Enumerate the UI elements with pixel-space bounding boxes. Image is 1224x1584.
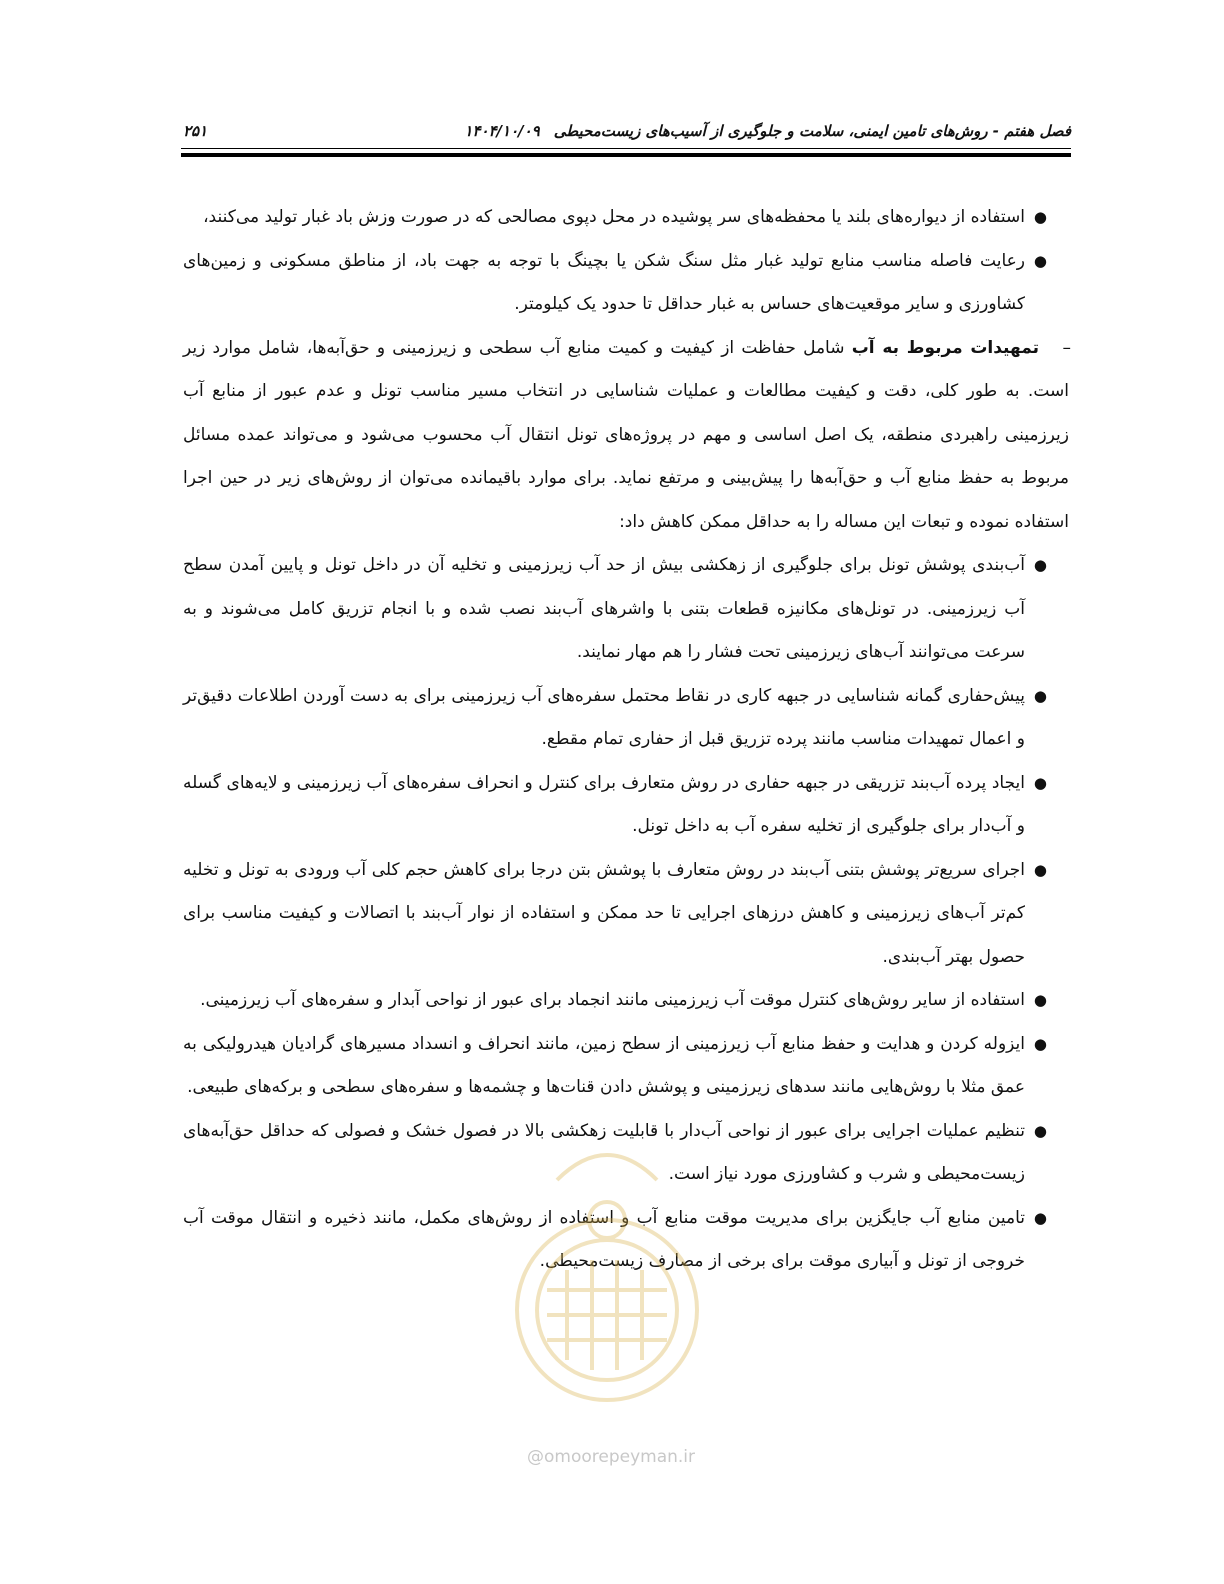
header-date: ۱۴۰۴/۱۰/۰۹ <box>464 122 540 140</box>
bullet-item: ● استفاده از دیواره‌های بلند یا محفظه‌های سر پوشیده در محل دپوی مصالحی که در صورت وزش باد غبار تولید می‌کنند، <box>183 196 1069 240</box>
header-rule-thick <box>181 153 1071 157</box>
bullet-icon: ● <box>1033 1208 1047 1227</box>
section-lead: تمهیدات مربوط به آب <box>851 337 1039 358</box>
bullet-icon: ● <box>1033 251 1047 270</box>
bullet-item: ● تنظیم عملیات اجرایی برای عبور از نواحی آب‌دار با قابلیت زهکشی بالا در فصول خشک و فصولی که حداقل حق‌آبه‌های زیست‌محیطی و شرب و کشاورزی مورد نیاز است. <box>183 1110 1069 1197</box>
header-rule-thin <box>181 148 1071 149</box>
bullet-icon: ● <box>1033 991 1047 1009</box>
watermark-url: @omoorepeyman.ir <box>526 1447 696 1467</box>
bullet-icon: ● <box>1033 1034 1047 1053</box>
bullet-icon: ● <box>1033 860 1047 879</box>
bullet-icon: ● <box>1033 773 1047 792</box>
section-text: شامل حفاظت از کیفیت و کمیت منابع آب سطحی و زیرزمینی و حق‌آبه‌ها، شامل موارد زیر است. به طور کلی، دقت و کیفیت مطالعات و عملیات شناسایی در انتخاب مسیر مناسب تونل و عدم عبور از منابع آب زیرزمینی راهبردی منطقه، یک اصل اساسی و مهم در پروژه‌های تونل انتقال آب محسوب می‌شود و می‌تواند عمده مسائل مربوط به حفظ منابع آب و حق‌آبه‌ها را پیش‌بینی و مرتفع نماید. برای موارد باقیمانده می‌توان از روش‌های زیر در حین اجرا استفاده نموده و تبعات این مساله را به حداقل ممکن کاهش داد: <box>183 337 1069 532</box>
watermark-logo-icon <box>497 1120 717 1440</box>
running-header <box>183 118 1071 144</box>
bullet-icon: ● <box>1033 208 1047 226</box>
bullet-item: ● تامین منابع آب جایگزین برای مدیریت موقت منابع آب و استفاده از روش‌های مکمل، مانند ذخیره و انتقال موقت آب خروجی از تونل و آبیاری موقت برای برخی از مصارف زیست‌محیطی. <box>183 1197 1069 1284</box>
bullet-item: ● آب‌بندی پوشش تونل برای جلوگیری از زهکشی بیش از حد آب زیرزمینی و تخلیه آن در داخل تونل و پایین آمدن سطح آب زیرزمینی. در تونل‌های مکانیزه قطعات بتنی با واشرهای آب‌بند نصب شده و با انجام تزریق کامل می‌شوند و به سرعت می‌توانند آب‌های زیرزمینی تحت فشار را هم مهار نمایند. <box>183 544 1069 675</box>
page-number: ۲۵۱ <box>183 122 208 140</box>
section-water <box>183 327 1069 545</box>
bullet-icon: ● <box>1033 686 1047 705</box>
bullet-item: ● اجرای سریع‌تر پوشش بتنی آب‌بند در روش متعارف با پوشش بتن درجا برای کاهش حجم کلی آب ورودی به تونل و تخلیه کم‌تر آب‌های زیرزمینی و کاهش درزهای اجرایی تا حد ممکن و استفاده از نوار آب‌بند با اتصالات و کیفیت مناسب برای حصول بهتر آب‌بندی. <box>183 849 1069 980</box>
bullet-item: ● ایزوله کردن و هدایت و حفظ منابع آب زیرزمینی از سطح زمین، مانند انحراف و انسداد مسیرهای گرادیان هیدرولیکی به عمق مثلا با روش‌هایی مانند سدهای زیرزمینی و پوشش دادن قنات‌ها و چشمه‌ها و سفره‌های سطحی و برکه‌های طبیعی. <box>183 1023 1069 1110</box>
bullet-item: ● ایجاد پرده آب‌بند تزریقی در جبهه حفاری در روش متعارف برای کنترل و انحراف سفره‌های آب زیرزمینی و لایه‌های گسله و آب‌دار برای جلوگیری از تخلیه سفره آب به داخل تونل. <box>183 762 1069 849</box>
dash-icon: – <box>1062 337 1071 358</box>
bullet-icon: ● <box>1033 556 1047 574</box>
bullet-item: ● استفاده از سایر روش‌های کنترل موقت آب زیرزمینی مانند انجماد برای عبور از نواحی آبدار و سفره‌های آب زیرزمینی. <box>183 979 1069 1023</box>
bullet-item: ● پیش‌حفاری گمانه شناسایی در جبهه کاری در نقاط محتمل سفره‌های آب زیرزمینی برای به دست آوردن اطلاعات دقیق‌تر و اعمال تمهیدات مناسب مانند پرده تزریق قبل از حفاری تمام مقطع. <box>183 675 1069 762</box>
bullet-item: ● رعایت فاصله مناسب منابع تولید غبار مثل سنگ شکن یا بچینگ با توجه به جهت باد، از مناطق مسکونی و زمین‌های کشاورزی و سایر موقعیت‌های حساس به غبار حداقل تا حدود یک کیلومتر. <box>183 240 1069 327</box>
chapter-title: فصل هفتم - روش‌های تامین ایمنی، سلامت و جلوگیری از آسیب‌های زیست‌محیطی۱۴۰۴/۱۰/۰۹ <box>464 122 1071 140</box>
bullet-icon: ● <box>1033 1121 1047 1140</box>
